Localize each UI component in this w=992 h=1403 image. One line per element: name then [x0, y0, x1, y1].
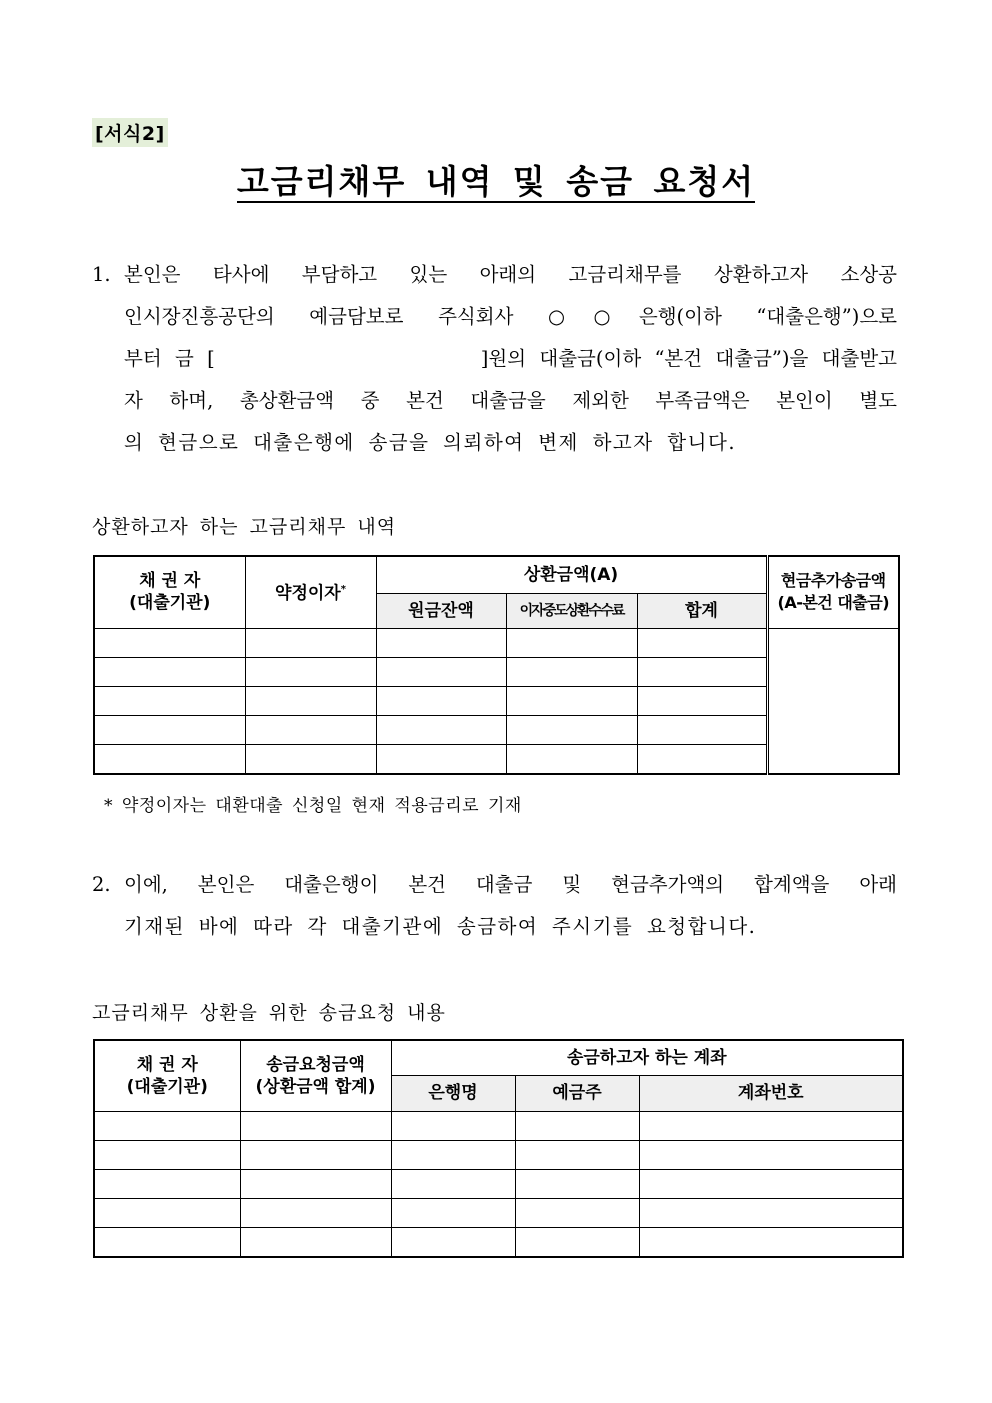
- account-holder-cell[interactable]: [515, 1140, 639, 1169]
- account-holder-cell[interactable]: [515, 1227, 639, 1257]
- table-row: [94, 628, 899, 657]
- total-cell[interactable]: [637, 686, 767, 715]
- creditor-cell[interactable]: [94, 1227, 240, 1257]
- col-creditor-line1: 채 권 자: [139, 571, 201, 592]
- account-number-cell[interactable]: [639, 1169, 903, 1198]
- creditor-cell[interactable]: [94, 657, 245, 686]
- total-cell[interactable]: [637, 657, 767, 686]
- total-cell[interactable]: [637, 744, 767, 774]
- paragraph-1-line-text: 부터 금 [ ]원의 대출금(이하 “본건 대출금”)을 대출받고: [124, 347, 897, 370]
- col-prepay-fee: 이자중도상환수수료: [506, 593, 637, 628]
- col-creditor-line2: (대출기관): [126, 1076, 208, 1097]
- request-amount-cell[interactable]: [240, 1169, 391, 1198]
- col-creditor-line2: (대출기관): [129, 593, 211, 614]
- request-amount-cell[interactable]: [240, 1227, 391, 1257]
- table-row: [94, 1198, 903, 1227]
- document-title: [0, 156, 992, 203]
- table-row: [94, 1140, 903, 1169]
- bank-name-cell[interactable]: [391, 1140, 515, 1169]
- table-row: [94, 1227, 903, 1257]
- interest-cell[interactable]: [245, 686, 376, 715]
- paragraph-1: [92, 254, 897, 464]
- creditor-cell[interactable]: [94, 715, 245, 744]
- bank-name-cell[interactable]: [391, 1111, 515, 1140]
- col-creditor: [94, 1040, 240, 1111]
- table1-section-title: 상환하고자 하는 고금리채무 내역: [92, 516, 397, 538]
- paragraph-2-line: [92, 864, 897, 906]
- principal-cell[interactable]: [376, 628, 506, 657]
- creditor-cell[interactable]: [94, 1140, 240, 1169]
- col-total: 합계: [637, 593, 767, 628]
- account-number-cell[interactable]: [639, 1111, 903, 1140]
- paragraph-1-line: [92, 422, 897, 464]
- form-number-tag: [서식2]: [92, 118, 168, 147]
- bank-name-cell[interactable]: [391, 1227, 515, 1257]
- asterisk-mark: *: [340, 584, 346, 596]
- principal-cell[interactable]: [376, 715, 506, 744]
- cash-additional-cell[interactable]: [767, 628, 899, 774]
- creditor-cell[interactable]: [94, 628, 245, 657]
- interest-cell[interactable]: [245, 715, 376, 744]
- principal-cell[interactable]: [376, 686, 506, 715]
- paragraph-1-line: [92, 254, 897, 296]
- account-holder-cell[interactable]: [515, 1169, 639, 1198]
- table2-section-title: 고금리채무 상환을 위한 송금요청 내용: [92, 1002, 446, 1024]
- col-interest-label: 약정이자: [275, 584, 341, 605]
- interest-cell[interactable]: [245, 744, 376, 774]
- creditor-cell[interactable]: [94, 686, 245, 715]
- paragraph-2-number: 2.: [92, 873, 111, 896]
- fee-cell[interactable]: [506, 715, 637, 744]
- fee-cell[interactable]: [506, 744, 637, 774]
- paragraph-1-line: [92, 338, 897, 380]
- paragraph-2: [92, 864, 897, 948]
- total-cell[interactable]: [637, 628, 767, 657]
- paragraph-1-line-text: 본인은 타사에 부담하고 있는 아래의 고금리채무를 상환하고자 소상공: [124, 263, 897, 286]
- creditor-cell[interactable]: [94, 1169, 240, 1198]
- principal-cell[interactable]: [376, 744, 506, 774]
- paragraph-1-line-text: 의 현금으로 대출은행에 송금을 의뢰하여 변제 하고자 합니다.: [124, 431, 737, 454]
- col-request-amount-line1: 송금요청금액: [266, 1054, 365, 1075]
- col-creditor: [94, 556, 245, 628]
- debt-details-table: [93, 555, 900, 775]
- account-holder-cell[interactable]: [515, 1111, 639, 1140]
- interest-cell[interactable]: [245, 628, 376, 657]
- document-title-text: 고금리채무 내역 및 송금 요청서: [236, 162, 756, 201]
- col-interest: [245, 556, 376, 628]
- paragraph-1-line: [92, 296, 897, 338]
- footnote: * 약정이자는 대환대출 신청일 현재 적용금리로 기재: [104, 796, 522, 816]
- table-row: [94, 1169, 903, 1198]
- interest-cell[interactable]: [245, 657, 376, 686]
- col-request-amount: [240, 1040, 391, 1111]
- col-cash-line2: (A-본건 대출금): [777, 593, 890, 613]
- paragraph-2-line-text: 기재된 바에 따라 각 대출기관에 송금하여 주시기를 요청합니다.: [124, 915, 757, 938]
- col-principal: 원금잔액: [376, 593, 506, 628]
- bank-name-cell[interactable]: [391, 1198, 515, 1227]
- creditor-cell[interactable]: [94, 744, 245, 774]
- remittance-request-table: [93, 1039, 904, 1258]
- account-holder-cell[interactable]: [515, 1198, 639, 1227]
- paragraph-1-line-text: 자 하며, 총상환금액 중 본건 대출금을 제외한 부족금액은 본인이 별도: [124, 389, 897, 412]
- col-creditor-line1: 채 권 자: [136, 1054, 198, 1075]
- col-account-holder: 예금주: [515, 1075, 639, 1111]
- col-account-number: 계좌번호: [639, 1075, 903, 1111]
- account-number-cell[interactable]: [639, 1227, 903, 1257]
- paragraph-2-line-text: 이에, 본인은 대출은행이 본건 대출금 및 현금추가액의 합계액을 아래: [124, 873, 897, 896]
- paragraph-1-line: [92, 380, 897, 422]
- col-cash-line1: 현금추가송금액: [780, 571, 886, 591]
- table-row: [94, 1111, 903, 1140]
- request-amount-cell[interactable]: [240, 1198, 391, 1227]
- bank-name-cell[interactable]: [391, 1169, 515, 1198]
- total-cell[interactable]: [637, 715, 767, 744]
- principal-cell[interactable]: [376, 657, 506, 686]
- paragraph-1-line-text: 인시장진흥공단의 예금담보로 주식회사 ○○은행(이하 “대출은행”)으로: [124, 305, 897, 328]
- request-amount-cell[interactable]: [240, 1111, 391, 1140]
- account-number-cell[interactable]: [639, 1140, 903, 1169]
- col-cash-additional: [767, 556, 899, 628]
- request-amount-cell[interactable]: [240, 1140, 391, 1169]
- fee-cell[interactable]: [506, 628, 637, 657]
- account-number-cell[interactable]: [639, 1198, 903, 1227]
- paragraph-1-number: 1.: [92, 263, 111, 286]
- creditor-cell[interactable]: [94, 1111, 240, 1140]
- fee-cell[interactable]: [506, 657, 637, 686]
- col-bank-name: 은행명: [391, 1075, 515, 1111]
- fee-cell[interactable]: [506, 686, 637, 715]
- creditor-cell[interactable]: [94, 1198, 240, 1227]
- col-repay-group: 상환금액(A): [376, 556, 767, 593]
- col-account-group: 송금하고자 하는 계좌: [391, 1040, 903, 1075]
- col-request-amount-line2: (상환금액 합계): [255, 1076, 376, 1097]
- paragraph-2-line: [92, 906, 897, 948]
